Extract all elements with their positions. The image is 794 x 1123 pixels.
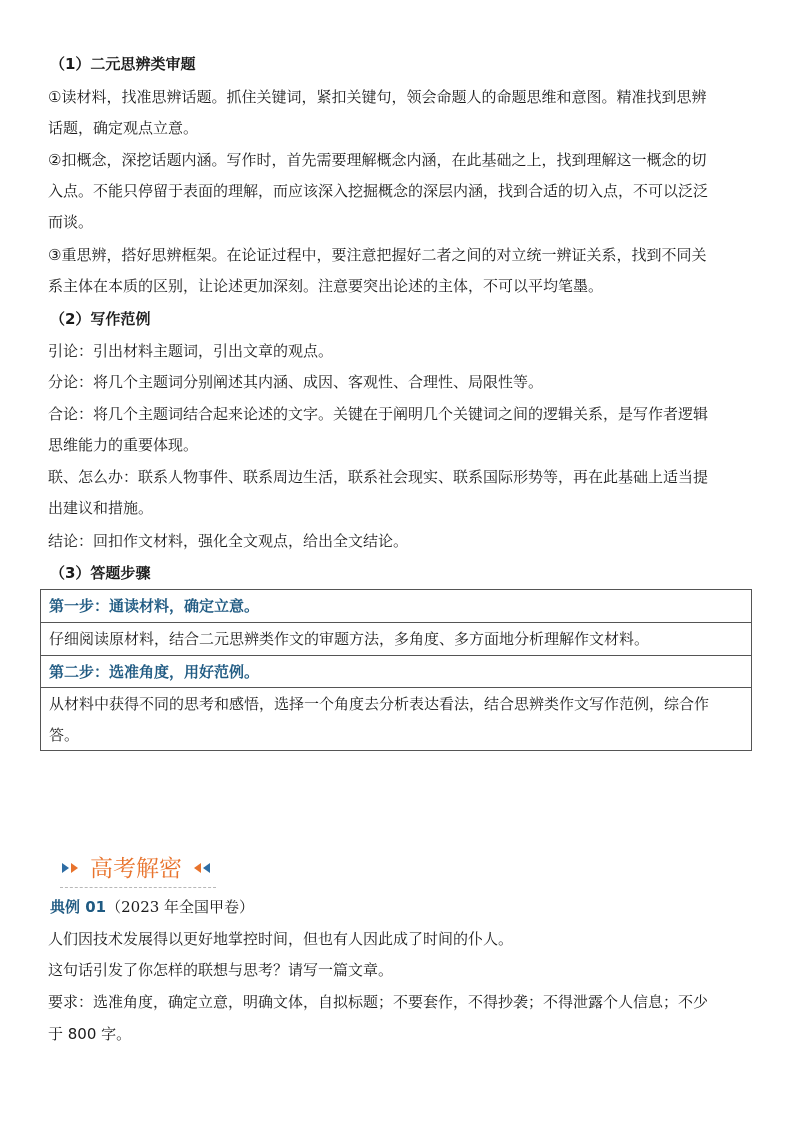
paragraph-line: ②扣概念，深挖话题内涵。写作时，首先需要理解概念内涵，在此基础之上，找到理解这一概念的切 (48, 151, 707, 169)
paragraph-line: 系主体在本质的区别，让论述更加深刻。注意要突出论述的主体，不可以平均笔墨。 (48, 277, 604, 295)
paragraph-line: 引论：引出材料主题词，引出文章的观点。 (48, 342, 334, 360)
paragraph-line: 合论：将几个主题词结合起来论述的文字。关键在于阐明几个关键词之间的逻辑关系，是写作者逻辑 (48, 405, 709, 423)
paragraph-line: 结论：回扣作文材料，强化全文观点，给出全文结论。 (48, 532, 409, 550)
paragraph-line: 出建议和措施。 (48, 499, 154, 517)
example-line: 于 800 字。 (48, 1025, 132, 1043)
paragraph-line: 分论：将几个主题词分别阐述其内涵、成因、客观性、合理性、局限性等。 (48, 373, 544, 391)
step-two-body-line: 从材料中获得不同的思考和感悟，选择一个角度去分析表达看法，结合思辨类作文写作范例，综合作 (49, 695, 710, 713)
paragraph-line: 联、怎么办：联系人物事件、联系周边生活，联系社会现实、联系国际形势等，再在此基础上适当提 (48, 468, 709, 486)
section-title-text: 高考解密 (90, 856, 182, 882)
heading-writing-examples: （2）写作范例 (50, 310, 151, 328)
paragraph-line: ③重思辨，搭好思辨框架。在论证过程中，要注意把握好二者之间的对立统一辨证关系，找到不同关 (48, 246, 707, 264)
left-arrows-icon (194, 861, 216, 875)
example-line: 人们因技术发展得以更好地掌控时间，但也有人因此成了时间的仆人。 (48, 930, 514, 948)
table-row (41, 623, 751, 656)
paragraph-line: 而谈。 (48, 213, 94, 231)
paragraph-line: 思维能力的重要体现。 (48, 436, 199, 454)
heading-binary-analysis: （1）二元思辨类审题 (50, 55, 196, 73)
section-title-banner (60, 851, 216, 888)
step-two-body-line: 答。 (49, 726, 80, 744)
step-one-title: 第一步：通读材料，确定立意。 (49, 597, 260, 615)
example-line: 这句话引发了你怎样的联想与思考？请写一篇文章。 (48, 961, 394, 979)
right-arrows-icon (62, 861, 84, 875)
example-line: 要求：选准角度，确定立意，明确文体，自拟标题；不要套作，不得抄袭；不得泄露个人信息；不少 (48, 993, 709, 1011)
paragraph-line: 话题，确定观点立意。 (48, 119, 199, 137)
example-source: （2023 年全国甲卷） (106, 898, 255, 916)
paragraph-line: ①读材料，找准思辨话题。抓住关键词，紧扣关键句，领会命题人的命题思维和意图。精准找到思辨 (48, 88, 707, 106)
step-one-body: 仔细阅读原材料，结合二元思辨类作文的审题方法，多角度、多方面地分析理解作文材料。 (49, 630, 650, 648)
table-row (41, 688, 751, 750)
answer-steps-table (40, 589, 752, 751)
step-two-title: 第二步：选准角度，用好范例。 (49, 663, 260, 681)
example-header (50, 897, 254, 917)
paragraph-line: 入点。不能只停留于表面的理解，而应该深入挖掘概念的深层内涵，找到合适的切入点，不可以泛泛 (48, 182, 709, 200)
table-row (41, 590, 751, 623)
table-row (41, 656, 751, 688)
example-label: 典例 01 (50, 898, 107, 916)
heading-answer-steps: （3）答题步骤 (50, 564, 151, 582)
